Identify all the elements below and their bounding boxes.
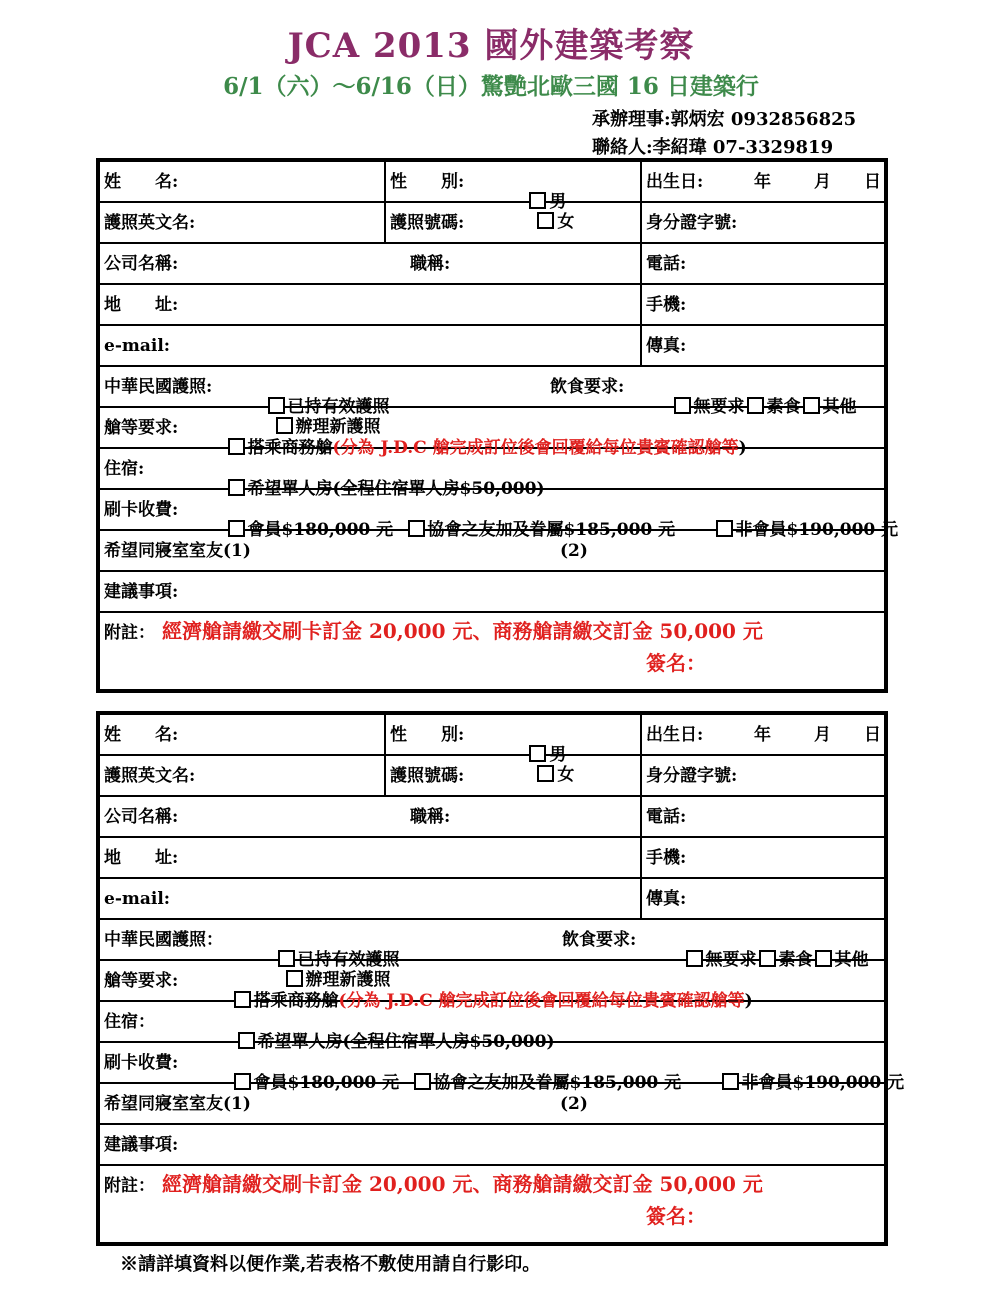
friend-label: 協會之友加及眷屬$185,000 元 <box>427 520 676 540</box>
passport-no-field[interactable] <box>384 756 640 795</box>
birth-field[interactable] <box>640 715 884 754</box>
row-lodging <box>100 449 884 499</box>
row-note <box>100 613 884 689</box>
gender-label: 性 別: <box>390 172 465 192</box>
company-field[interactable] <box>100 797 640 836</box>
suggestion-label: 建議事項: <box>104 1135 179 1155</box>
row-address <box>100 285 884 326</box>
address-field[interactable] <box>100 285 640 324</box>
phone-field[interactable] <box>640 244 884 283</box>
company-label: 公司名稱: <box>104 807 179 827</box>
male-label: 男 <box>549 745 567 765</box>
lodging-label: 住宿： <box>104 1012 155 1032</box>
mobile-label: 手機: <box>646 295 687 315</box>
mobile-field[interactable] <box>640 838 884 877</box>
diet-label: 飲食要求: <box>562 930 637 950</box>
row-card-fee <box>100 490 899 540</box>
roommate-2-label: (2) <box>560 1094 588 1114</box>
other-label: 其他 <box>822 397 857 417</box>
row-card-fee <box>100 1043 905 1093</box>
registration-form-1 <box>96 158 899 693</box>
row-passport <box>100 756 884 797</box>
year-label: 年 <box>754 172 771 192</box>
address-field[interactable] <box>100 838 640 877</box>
passport-no-label: 護照號碼: <box>390 213 465 233</box>
row-company <box>100 797 884 838</box>
passport-en-name-label: 護照英文名: <box>104 766 196 786</box>
row-cabin <box>100 408 884 458</box>
phone-label: 電話: <box>646 254 687 274</box>
id-no-label: 身分證字號: <box>646 213 738 233</box>
passport-en-name-field[interactable] <box>100 203 384 242</box>
organizer: 承辦理事:郭炳宏 0932856825 <box>592 109 857 130</box>
email-field[interactable] <box>100 879 640 918</box>
row-lodging <box>100 1002 884 1052</box>
roommate-label: 希望同寢室室友(1) <box>104 1094 251 1114</box>
mobile-label: 手機: <box>646 848 687 868</box>
phone-label: 電話: <box>646 807 687 827</box>
job-title-label: 職稱: <box>410 254 451 274</box>
single-room-label: 希望單人房(全程住宿單人房$50,000) <box>257 1032 555 1052</box>
cabin-note-close: ) <box>738 438 747 458</box>
other-label: 其他 <box>834 950 869 970</box>
signature-field[interactable]: 簽名： <box>646 1204 706 1228</box>
passport-no-field[interactable] <box>384 203 640 242</box>
company-field[interactable] <box>100 244 640 283</box>
deposit-note: 經濟艙請繳交刷卡訂金 20,000 元、商務艙請繳交訂金 50,000 元 <box>162 619 763 643</box>
roommate-2-label: (2) <box>560 541 588 561</box>
day-label: 日 <box>864 172 881 192</box>
birth-label: 出生日: <box>646 725 704 745</box>
row-passport <box>100 203 884 244</box>
vegetarian-label: 素食 <box>766 397 801 417</box>
passport-status-label: 中華民國護照： <box>104 930 223 950</box>
name-field[interactable] <box>100 162 384 201</box>
passport-en-name-field[interactable] <box>100 756 384 795</box>
contact-person: 聯絡人:李紹瑋 07-3329819 <box>592 137 834 158</box>
registration-form-2 <box>96 711 905 1246</box>
row-email <box>100 326 884 367</box>
row-roommate[interactable] <box>100 1084 884 1125</box>
lodging-label: 住宿: <box>104 459 145 479</box>
passport-no-label: 護照號碼: <box>390 766 465 786</box>
business-class-label: 搭乘商務艙 <box>253 991 339 1011</box>
no-requirement-label: 無要求 <box>693 397 745 417</box>
year-label: 年 <box>754 725 771 745</box>
friend-label: 協會之友加及眷屬$185,000 元 <box>433 1073 682 1093</box>
row-note <box>100 1166 884 1242</box>
female-label: 女 <box>557 765 575 785</box>
row-cabin <box>100 961 884 1011</box>
fax-field[interactable] <box>640 326 884 365</box>
email-label: e-mail: <box>104 889 171 909</box>
cabin-note: (分為 J.D.C 艙完成訂位後會回覆給每位貴賓確認艙等 <box>332 438 739 458</box>
cabin-note: (分為 J.D.C 艙完成訂位後會回覆給每位貴賓確認艙等 <box>338 991 745 1011</box>
mobile-field[interactable] <box>640 285 884 324</box>
phone-field[interactable] <box>640 797 884 836</box>
card-fee-label: 刷卡收費: <box>104 1053 179 1073</box>
note-label: 附註： <box>104 623 155 643</box>
passport-status-label: 中華民國護照: <box>104 377 213 397</box>
id-no-label: 身分證字號: <box>646 766 738 786</box>
roommate-label: 希望同寢室室友(1) <box>104 541 251 561</box>
cabin-label: 艙等要求: <box>104 971 179 991</box>
deposit-note: 經濟艙請繳交刷卡訂金 20,000 元、商務艙請繳交訂金 50,000 元 <box>162 1172 763 1196</box>
passport-en-name-label: 護照英文名: <box>104 213 196 233</box>
day-label: 日 <box>864 725 881 745</box>
name-field[interactable] <box>100 715 384 754</box>
vegetarian-label: 素食 <box>778 950 813 970</box>
cabin-note-close: ) <box>744 991 753 1011</box>
row-suggestion[interactable] <box>100 572 884 613</box>
nonmember-label: 非會員$190,000 元 <box>741 1073 905 1093</box>
female-label: 女 <box>557 212 575 232</box>
fax-field[interactable] <box>640 879 884 918</box>
male-label: 男 <box>549 192 567 212</box>
member-label: 會員$180,000 元 <box>247 520 394 540</box>
row-email <box>100 879 884 920</box>
note-label: 附註： <box>104 1176 155 1196</box>
id-no-field[interactable] <box>640 203 884 242</box>
card-fee-label: 刷卡收費: <box>104 500 179 520</box>
has-passport-label: 已持有效護照 <box>287 397 390 417</box>
name-label: 姓 名: <box>104 725 179 745</box>
new-passport-label: 辦理新護照 <box>295 417 381 437</box>
row-address <box>100 838 884 879</box>
birth-field[interactable] <box>640 162 884 201</box>
title: JCA 2013 國外建築考察 <box>287 26 695 66</box>
diet-label: 飲食要求: <box>550 377 625 397</box>
job-title-label: 職稱: <box>410 807 451 827</box>
fax-label: 傳真: <box>646 889 687 909</box>
suggestion-label: 建議事項: <box>104 582 179 602</box>
row-company <box>100 244 884 285</box>
email-label: e-mail: <box>104 336 171 356</box>
fax-label: 傳真: <box>646 336 687 356</box>
address-label: 地 址: <box>104 848 179 868</box>
business-class-label: 搭乘商務艙 <box>247 438 333 458</box>
single-room-label: 希望單人房(全程住宿單人房$50,000) <box>247 479 545 499</box>
company-label: 公司名稱: <box>104 254 179 274</box>
no-requirement-label: 無要求 <box>705 950 757 970</box>
email-field[interactable] <box>100 326 640 365</box>
footer-note: ※請詳填資料以便作業,若表格不敷使用請自行影印。 <box>120 1254 541 1275</box>
month-label: 月 <box>814 725 831 745</box>
gender-label: 性 別: <box>390 725 465 745</box>
signature-field[interactable]: 簽名： <box>646 651 706 675</box>
birth-label: 出生日: <box>646 172 704 192</box>
month-label: 月 <box>814 172 831 192</box>
nonmember-label: 非會員$190,000 元 <box>735 520 899 540</box>
name-label: 姓 名: <box>104 172 179 192</box>
address-label: 地 址: <box>104 295 179 315</box>
member-label: 會員$180,000 元 <box>253 1073 400 1093</box>
has-passport-label: 已持有效護照 <box>297 950 400 970</box>
subtitle: 6/1（六）～6/16（日）驚艷北歐三國 16 日建築行 <box>223 73 759 100</box>
row-suggestion[interactable] <box>100 1125 884 1166</box>
id-no-field[interactable] <box>640 756 884 795</box>
new-passport-label: 辦理新護照 <box>305 970 391 990</box>
row-roommate[interactable] <box>100 531 884 572</box>
cabin-label: 艙等要求: <box>104 418 179 438</box>
